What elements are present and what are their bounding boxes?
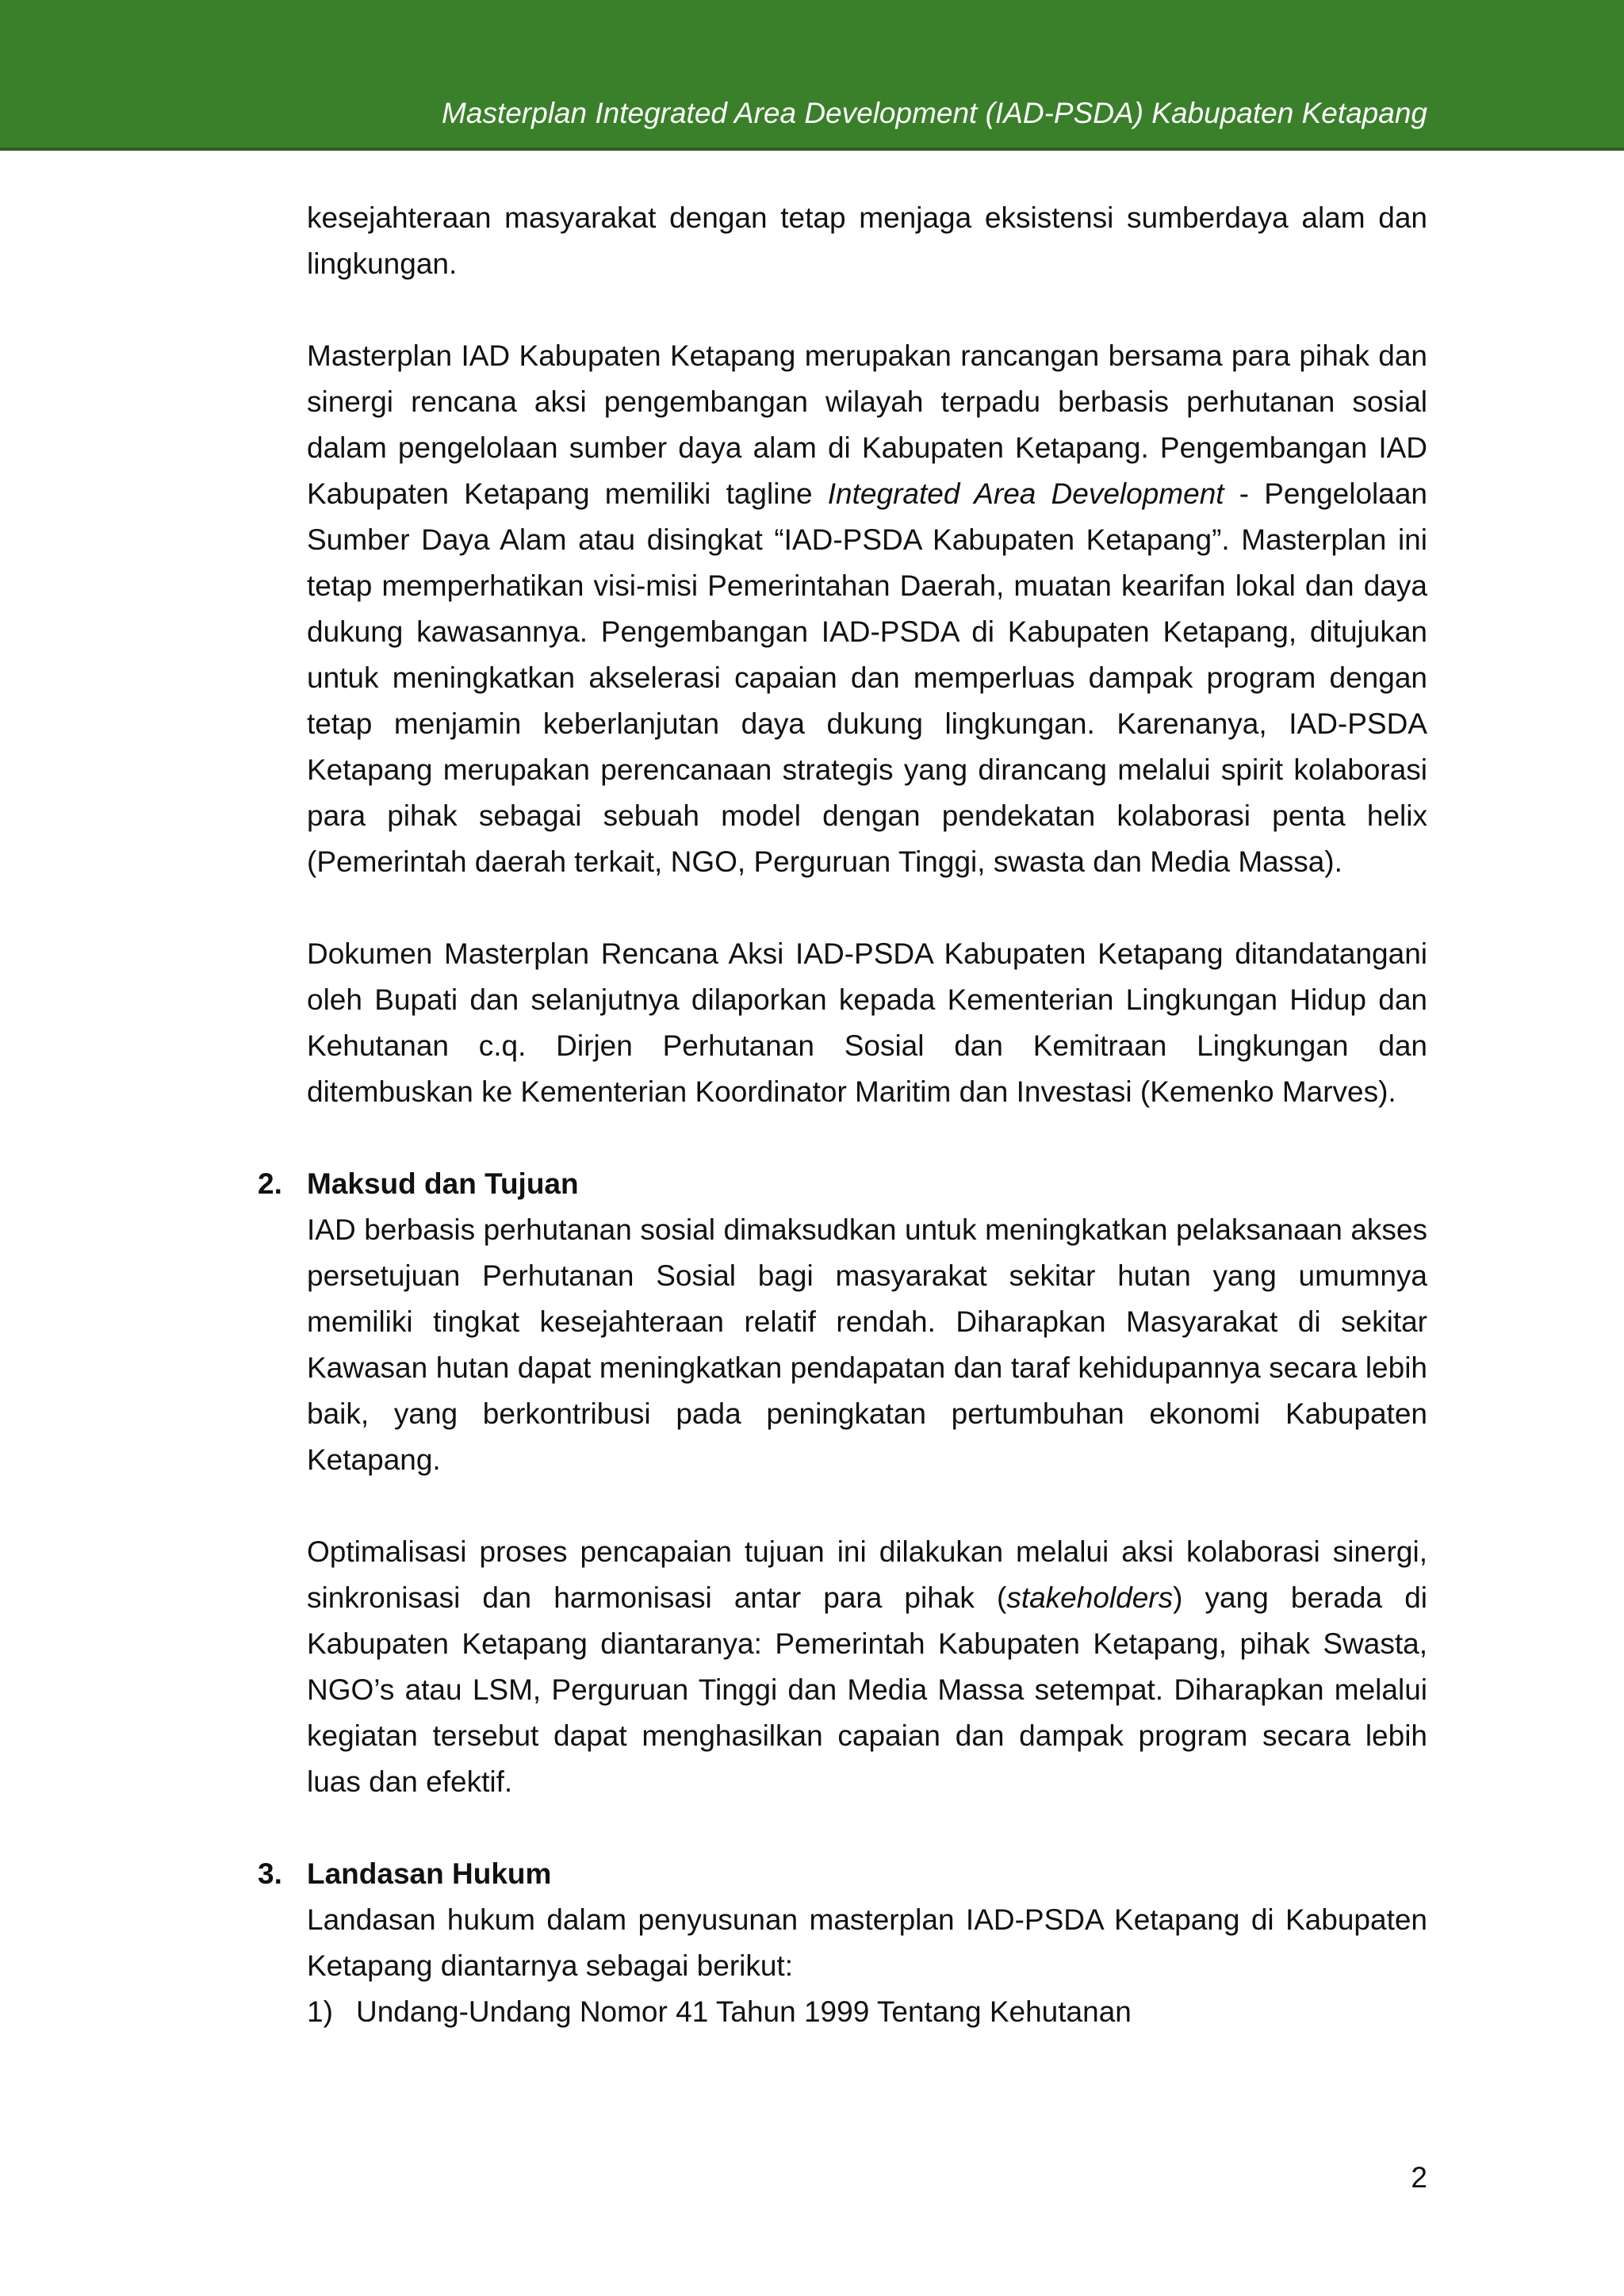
- list-item-marker: 1): [307, 1995, 333, 2028]
- intro-p2-text-a: Masterplan IAD Kabupaten Ketapang merupakan rancangan bersama para pihak dan sinergi rencana aksi pengembangan wilayah terpadu berbasis perhutanan sosial dalam pengelolaan sumber daya alam di Kabupaten Ketapang. Pengembangan IAD Kabupaten Ketapang memiliki tagline: [307, 339, 1427, 510]
- intro-paragraph-2: [307, 333, 1427, 885]
- stakeholders-italic: stakeholders: [1006, 1581, 1174, 1614]
- header-title: Masterplan Integrated Area Development (IAD-PSDA) Kabupaten Ketapang: [442, 97, 1427, 129]
- section-2-p2-text-b: ) yang berada di Kabupaten Ketapang diantaranya: Pemerintah Kabupaten Ketapang, pihak Swasta, NGO’s atau LSM, Perguruan Tinggi dan Media Massa setempat. Diharapkan melalui kegiatan tersebut dapat menghasilkan capaian dan dampak program secara lebih luas dan efektif.: [307, 1581, 1427, 1798]
- page-number: 2: [1411, 2161, 1427, 2194]
- section-2-paragraph-2: [307, 1529, 1427, 1805]
- section-3-title: Landasan Hukum: [307, 1857, 552, 1890]
- list-item: [307, 1989, 1427, 2035]
- intro-paragraph-1: kesejahteraan masyarakat dengan tetap menjaga eksistensi sumberdaya alam dan lingkungan.: [307, 201, 1427, 280]
- document-body: [258, 195, 1427, 2035]
- section-3-heading: [258, 1851, 1427, 1897]
- section-2-heading: [258, 1161, 1427, 1207]
- section-2-number: 2.: [258, 1167, 282, 1200]
- section-3-number: 3.: [258, 1857, 282, 1890]
- intro-p2-text-b: - Pengelolaan Sumber Daya Alam atau disingkat “IAD-PSDA Kabupaten Ketapang”. Masterplan ini tetap memperhatikan visi-misi Pemerintahan Daerah, muatan kearifan lokal dan daya dukung kawasannya. Pengembangan IAD-PSDA di Kabupaten Ketapang, ditujukan untuk meningkatkan akselerasi capaian dan memperluas dampak program dengan tetap menjamin keberlanjutan daya dukung lingkungan. Karenanya, IAD-PSDA Ketapang merupakan perencanaan strategis yang dirancang melalui spirit kolaborasi para pihak sebagai sebuah model dengan pendekatan kolaborasi penta helix (Pemerintah daerah terkait, NGO, Perguruan Tinggi, swasta dan Media Massa).: [307, 477, 1427, 878]
- section-3-paragraph-1: Landasan hukum dalam penyusunan masterplan IAD-PSDA Ketapang di Kabupaten Ketapang diantarnya sebagai berikut:: [307, 1903, 1427, 1982]
- page-header: [0, 0, 1624, 151]
- section-2-title: Maksud dan Tujuan: [307, 1167, 579, 1200]
- section-2-paragraph-1: IAD berbasis perhutanan sosial dimaksudkan untuk meningkatkan pelaksanaan akses persetujuan Perhutanan Sosial bagi masyarakat sekitar hutan yang umumnya memiliki tingkat kesejahteraan relatif rendah. Diharapkan Masyarakat di sekitar Kawasan hutan dapat meningkatkan pendapatan dan taraf kehidupannya secara lebih baik, yang berkontribusi pada peningkatan pertumbuhan ekonomi Kabupaten Ketapang.: [307, 1213, 1427, 1476]
- list-item-text: Undang-Undang Nomor 41 Tahun 1999 Tentang Kehutanan: [356, 1995, 1132, 2028]
- intro-paragraph-3: Dokumen Masterplan Rencana Aksi IAD-PSDA Kabupaten Ketapang ditandatangani oleh Bupati dan selanjutnya dilaporkan kepada Kementerian Lingkungan Hidup dan Kehutanan c.q. Dirjen Perhutanan Sosial dan Kemitraan Lingkungan dan ditembuskan ke Kementerian Koordinator Maritim dan Investasi (Kemenko Marves).: [307, 937, 1427, 1108]
- section-2-p2-text-a: Optimalisasi proses pencapaian tujuan ini dilakukan melalui aksi kolaborasi sinergi, sinkronisasi dan harmonisasi antar para pihak (: [307, 1535, 1427, 1614]
- tagline-italic: Integrated Area Development: [827, 477, 1224, 510]
